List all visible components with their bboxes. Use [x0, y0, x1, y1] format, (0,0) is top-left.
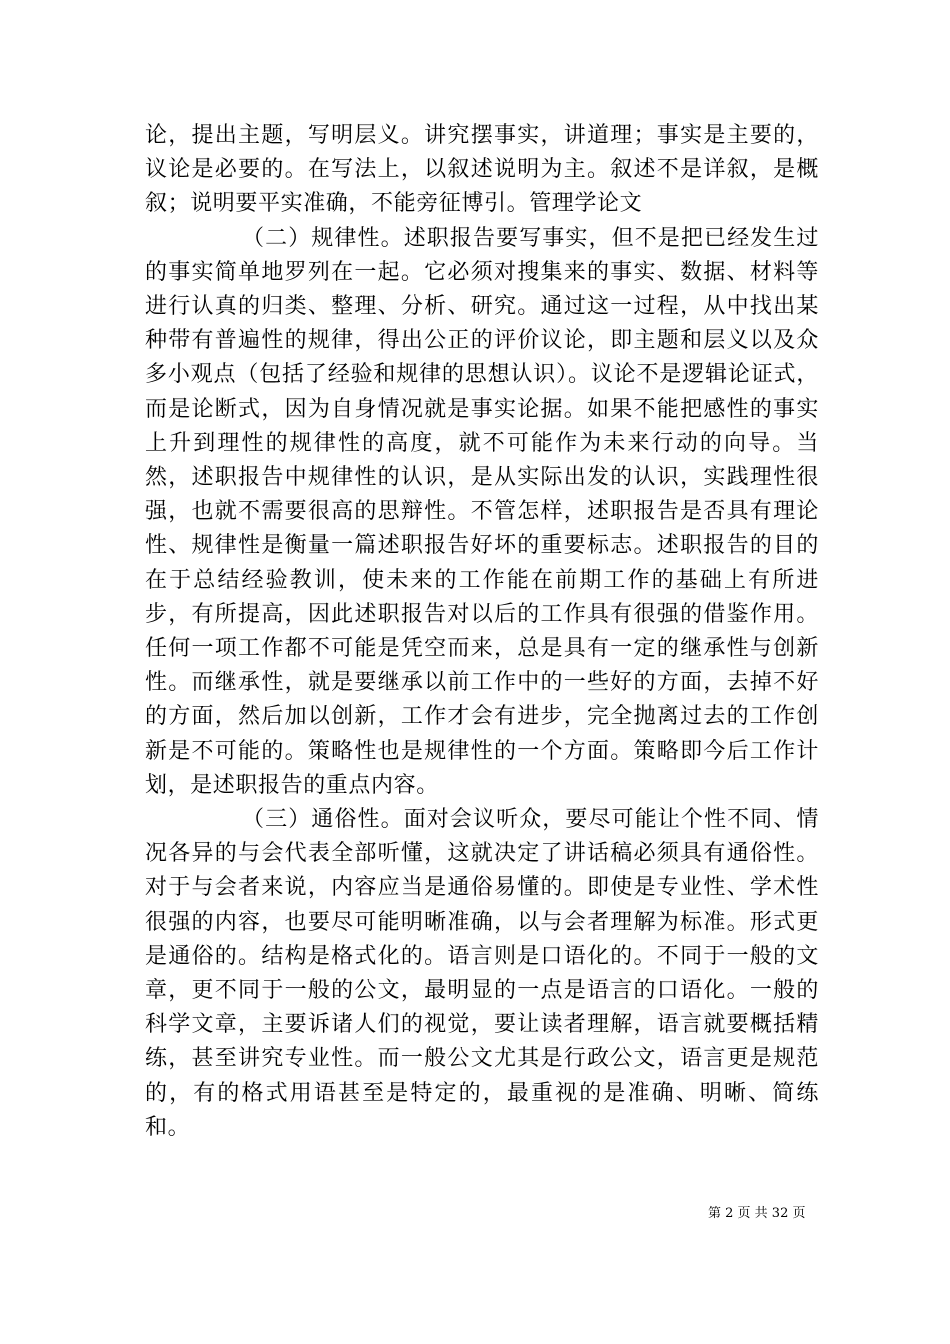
paragraph-regularity: （二）规律性。述职报告要写事实，但不是把已经发生过的事实简单地罗列在一起。它必须对搜集来的事实、数据、材料等进行认真的归类、整理、分析、研究。通过这一过程，从中找出某种带有普遍性的规律，得出公正的评价议论，即主题和层义以及众多小观点（包括了经验和规律的思想认识）。议论不是逻辑论证式，而是论断式，因为自身情况就是事实论据。如果不能把感性的事实上升到理性的规律性的高度，就不可能作为未来行动的向导。当然，述职报告中规律性的认识，是从实际出发的认识，实践理性很强，也就不需要很高的思辩性。不管怎样，述职报告是否具有理论性、规律性是衡量一篇述职报告好坏的重要标志。述职报告的目的在于总结经验教训，使未来的工作能在前期工作的基础上有所进步，有所提高，因此述职报告对以后的工作具有很强的借鉴作用。任何一项工作都不可能是凭空而来，总是具有一定的继承性与创新性。而继承性，就是要继承以前工作中的一些好的方面，去掉不好的方面，然后加以创新，工作才会有进步，完全抛离过去的工作创新是不可能的。策略性也是规律性的一个方面。策略即今后工作计划，是述职报告的重点内容。 [145, 225, 819, 798]
paragraph-continuation: 论，提出主题，写明层义。讲究摆事实，讲道理；事实是主要的，议论是必要的。在写法上，以叙述说明为主。叙述不是详叙，是概叙；说明要平实准确，不能旁征博引。管理学论文 [145, 123, 819, 217]
page-number-footer: 第 2 页 共 32 页 [708, 1206, 806, 1221]
paragraph-popularity: （三）通俗性。面对会议听众，要尽可能让个性不同、情况各异的与会代表全部听懂，这就决定了讲话稿必须具有通俗性。对于与会者来说，内容应当是通俗易懂的。即使是专业性、学术性很强的内容，也要尽可能明晰准确，以与会者理解为标准。形式更是通俗的。结构是格式化的。语言则是口语化的。不同于一般的文章，更不同于一般的公文，最明显的一点是语言的口语化。一般的科学文章，主要诉诸人们的视觉，要让读者理解，语言就要概括精练，甚至讲究专业性。而一般公文尤其是行政公文，语言更是规范的，有的格式用语甚至是特定的，最重视的是准确、明晰、简练和。 [145, 807, 819, 1140]
body-text [145, 119, 819, 1145]
